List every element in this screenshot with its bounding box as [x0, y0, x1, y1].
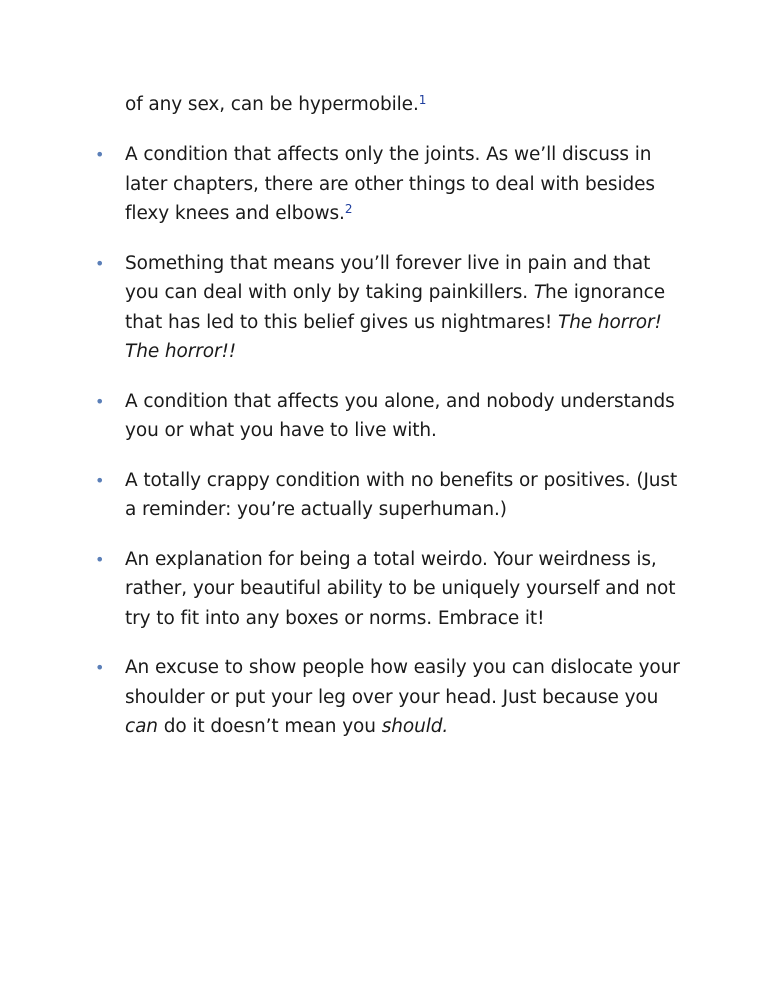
bullet-icon: • — [95, 658, 105, 677]
list-item — [0, 140, 685, 229]
bullet-icon: • — [95, 145, 105, 164]
list-item — [0, 466, 685, 525]
bullet-text-italic: The horror! The horror!! — [125, 311, 662, 362]
bullet-text-italic: can — [125, 716, 158, 737]
continuation-paragraph — [125, 90, 685, 120]
bullet-text-italic-t: T — [533, 282, 546, 303]
bullet-icon: • — [95, 470, 105, 490]
footnote-ref-2[interactable]: 2 — [344, 202, 353, 216]
footnote-ref-1[interactable]: 1 — [418, 93, 427, 107]
bullet-icon: • — [95, 391, 105, 411]
bullet-text: A totally crappy condition with no benefits or positives. (Just a reminder: you’re actually superhuman.) — [125, 469, 678, 520]
continuation-text: of any sex, can be hypermobile. — [125, 94, 419, 115]
bullet-icon: • — [95, 549, 105, 569]
list-item — [0, 545, 685, 634]
list-item — [0, 387, 685, 446]
list-item — [0, 249, 685, 367]
bullet-text: A condition that affects you alone, and nobody understands you or what you have to live with. — [125, 390, 675, 441]
bullet-icon: • — [95, 253, 105, 273]
bullet-text: An explanation for being a total weirdo. Your weirdness is, rather, your beautiful ability to be uniquely yourself and not try to fit into any boxes or norms. Embrace it! — [125, 548, 676, 629]
bullet-text: he ignorance that has led to this belief gives us nightmares! — [125, 282, 665, 333]
list-item — [0, 653, 685, 742]
bullet-text: Something that means you’ll forever live in pain and that you can deal with only by taking painkillers. — [125, 252, 651, 303]
bullet-list — [0, 140, 772, 762]
bullet-text: A condition that affects only the joints. As we’ll discuss in later chapters, there are other things to deal with besides flexy knees and elbows. — [125, 144, 655, 224]
bullet-text: An excuse to show people how easily you can dislocate your shoulder or put your leg over your head. Just because you — [125, 657, 680, 708]
bullet-text: do it doesn’t mean you — [157, 716, 382, 737]
bullet-text-italic: should. — [381, 716, 449, 737]
